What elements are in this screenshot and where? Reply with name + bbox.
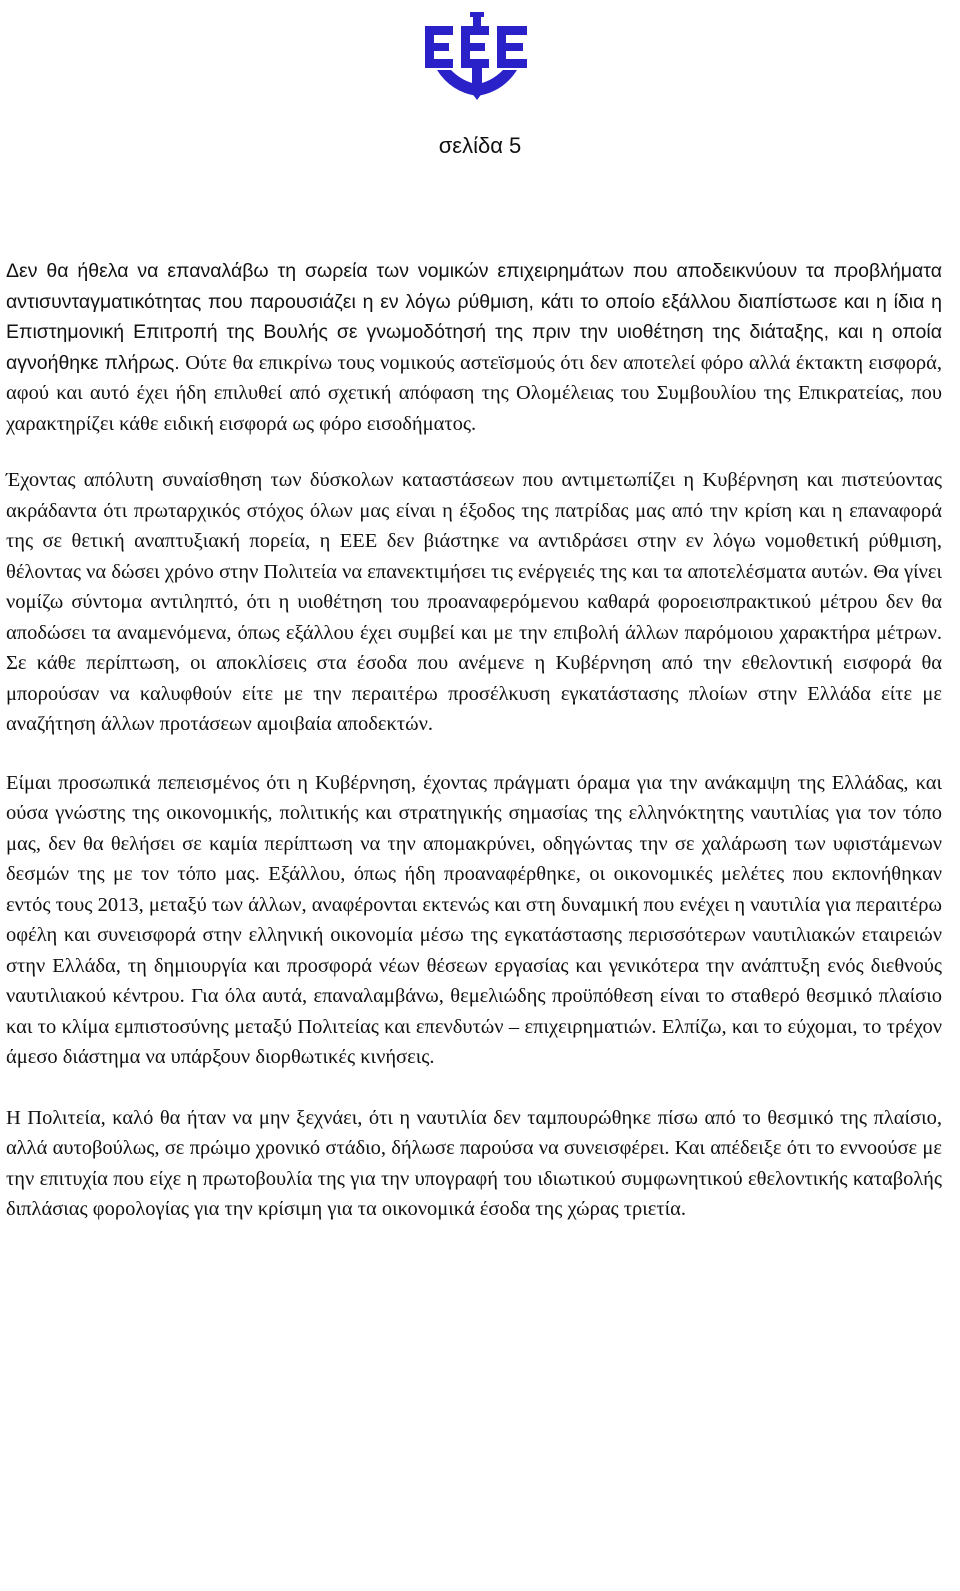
paragraph-2: Έχοντας απόλυτη συναίσθηση των δύσκολων καταστάσεων που αντιμετωπίζει η Κυβέρνηση και πιστεύοντας ακράδαντα ότι πρωταρχικός στόχος όλων μας είναι η έξοδος της πατρίδας μας από την κρίση και η επαναφορά της σε θετική αναπτυξιακή πορεία, η ΕΕΕ δεν βιάστηκε να αντιδράσει στην εν λόγω νομοθετική ρύθμιση, θέλοντας να δώσει χρόνο στην Πολιτεία να επανεκτιμήσει τις ενέργειές της και τα αποτελέσματα αυτών. Θα γίνει νομίζω σύντομα αντιληπτό, ότι η υιοθέτηση του προαναφερόμενου καθαρά φοροεισπρακτικού μέτρου δεν θα αποδώσει τα αναμενόμενα, όπως εξάλλου έχει συμβεί και με την επιβολή άλλων παρόμοιου χαρακτήρα μέτρων. Σε κάθε περίπτωση, οι αποκλίσεις στα έσοδα που ανέμενε η Κυβέρνηση από την εθελοντική εισφορά θα μπορούσαν να καλυφθούν είτε με την περαιτέρω προσέλκυση εγκατάστασης πλοίων στην Ελλάδα είτε με αναζήτηση άλλων προτάσεων αμοιβαία αποδεκτών. bbox=[6, 469, 942, 735]
paragraph-4: Η Πολιτεία, καλό θα ήταν να μην ξεχνάει, ότι η ναυτιλία δεν ταμπουρώθηκε πίσω από το θεσμικό της πλαίσιο, αλλά αυτοβούλως, σε πρώιμο χρονικό στάδιο, δήλωσε παρούσα να συνεισφέρει. Και απέδειξε ότι το εννοούσε με την επιτυχία που είχε η πρωτοβουλία της για την υπογραφή του ιδιωτικού συμφωνητικού εθελοντικής καταβολής διπλάσιας φορολογίας για την κρίσιμη για τα οικονομικά έσοδα της χώρας τριετία. bbox=[6, 1106, 942, 1220]
eee-anchor-logo-icon bbox=[423, 12, 531, 100]
paragraph-3: Είμαι προσωπικά πεπεισμένος ότι η Κυβέρνηση, έχοντας πράγματι όραμα για την ανάκαμψη της Ελλάδας, και ούσα γνώστης της οικονομικής, πολιτικής και στρατηγικής σημασίας της ελληνόκτητης ναυτιλίας για τον τόπο μας, δεν θα θελήσει σε καμία περίπτωση να την απομακρύνει, οδηγώντας την σε χαλάρωση των υφιστάμενων δεσμών της με τον τόπο μας. Εξάλλου, όπως ήδη προαναφέρθηκε, οι οικονομικές μελέτες που εκπονήθηκαν εντός τους 2013, μεταξύ των άλλων, αναφέρονται εκτενώς και στη δυναμική που ενέχει η ναυτιλία για περαιτέρω οφέλη και συνεισφορά στην ελληνική οικονομία μέσω της εγκατάστασης περισσότερων ναυτιλιακών εταιρειών στην Ελλάδα, τη δημιουργία και προσφορά νέων θέσεων εργασίας και γενικότερα την ανάπτυξη ενός διεθνούς ναυτιλιακού κέντρου. Για όλα αυτά, επαναλαμβάνω, θεμελιώδης προϋπόθεση είναι το σταθερό θεσμικό πλαίσιο και το κλίμα εμπιστοσύνης μεταξύ Πολιτείας και επενδυτών – επιχειρηματιών. Ελπίζω, και το εύχομαι, το τρέχον άμεσο διάστημα να υπάρξουν διορθωτικές κινήσεις. bbox=[6, 771, 942, 1068]
page-number-label: σελίδα 5 bbox=[438, 133, 522, 158]
paragraph-1-sans-part: Δεν θα ήθελα να επαναλάβω τη σωρεία των νομικών επιχειρημάτων που αποδεικνύουν τα προβλήματα αντισυνταγματικότητας που παρουσιάζει η εν λόγω ρύθμιση, κάτι το οποίο εξάλλου διαπίστωσε και η ίδια η Επιστημονική Επιτροπή της Βουλής σε γνωμοδότησή της πριν την υιοθέτηση της διάταξης, και η οποία αγνοήθηκε πλήρως. bbox=[6, 260, 942, 374]
paragraph-1 bbox=[6, 256, 942, 439]
letter-body bbox=[6, 256, 942, 1249]
paragraph-1-serif-part: Ούτε θα επικρίνω τους νομικούς αστεϊσμούς ότι δεν αποτελεί φόρο αλλά έκτακτη εισφορά, αφού και αυτό έχει ήδη επιλυθεί από σχετική απόφαση της Ολομέλειας του Συμβουλίου της Επικρατείας, που χαρακτηρίζει κάθε ειδική εισφορά ως φόρο εισοδήματος. bbox=[6, 351, 942, 435]
